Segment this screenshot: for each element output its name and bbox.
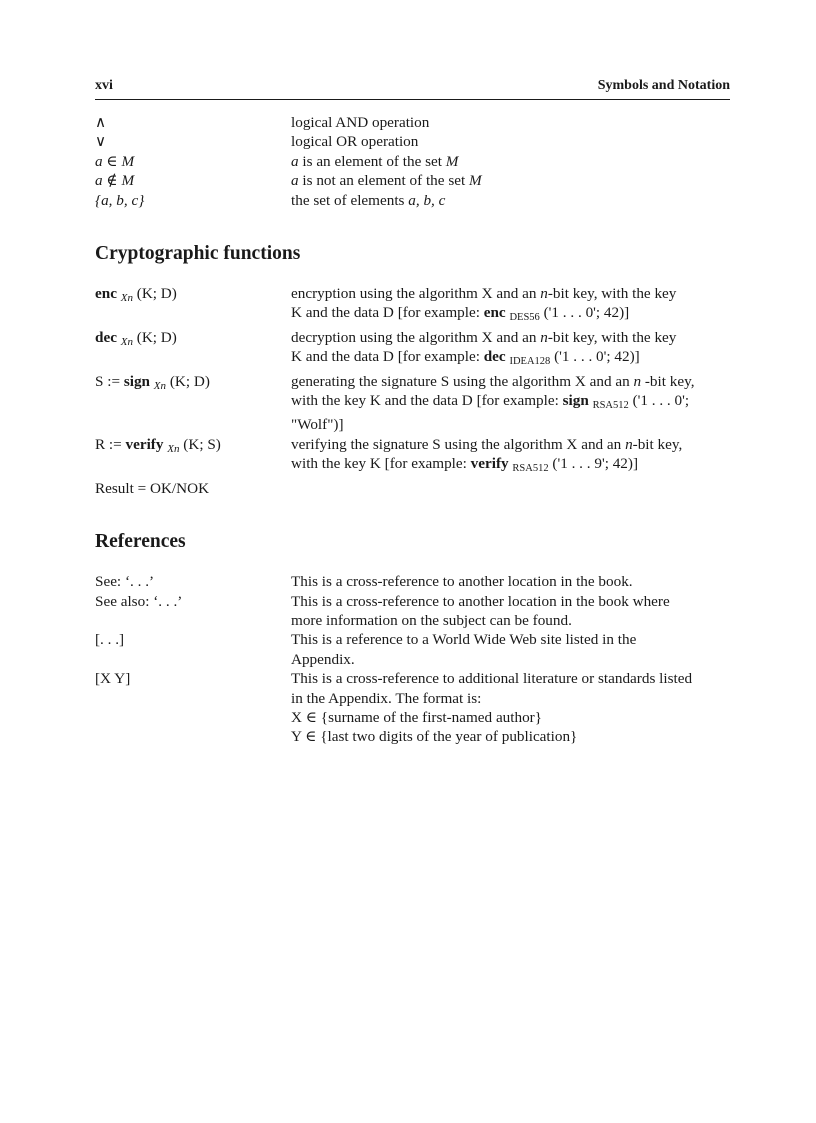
- reference-term: See also: ‘. . .’: [95, 592, 183, 610]
- symbol-row: [95, 152, 730, 171]
- symbol-term: a ∈ M: [95, 152, 135, 170]
- crypto-row-result: [95, 479, 730, 498]
- page: [95, 78, 730, 747]
- references-section: [95, 530, 730, 747]
- crypto-row-sign: [95, 372, 730, 435]
- crypto-heading: Cryptographic functions: [95, 243, 301, 265]
- reference-desc: This is a cross-reference to additional literature or standards listed in the Appendix. The format is: X ∈ {surname of the first-named author} Y ∈ {last two digits of the year of publication}: [291, 670, 693, 746]
- symbol-desc: a is an element of the set M: [291, 152, 459, 170]
- reference-row: [95, 592, 730, 631]
- symbol-row: [95, 191, 730, 210]
- crypto-section: [95, 242, 730, 498]
- reference-term: [. . .]: [95, 631, 125, 649]
- crypto-row-enc: [95, 284, 730, 328]
- symbol-term: {a, b, c}: [95, 191, 145, 209]
- symbol-desc: logical OR operation: [291, 133, 419, 151]
- crypto-desc: decryption using the algorithm X and an n-bit key, with the key K and the data D [for example: dec $_{IDEA128}$ ('1 . . . 0'; 42)]: [291, 328, 677, 368]
- reference-desc: This is a cross-reference to another location in the book where more information on the subject can be found.: [291, 592, 670, 629]
- symbol-desc: logical AND operation: [291, 114, 430, 131]
- crypto-desc: encryption using the algorithm X and an n-bit key, with the key K and the data D [for example: enc $_{DES56}$ ('1 . . . 0'; 42)]: [291, 285, 677, 324]
- references-heading: References: [95, 531, 186, 553]
- running-header: [95, 78, 730, 100]
- symbol-list: [95, 113, 730, 210]
- running-title: Symbols and Notation: [597, 78, 730, 93]
- crypto-term: Result = OK/NOK: [95, 479, 210, 497]
- crypto-term: enc Xn (K; D): [95, 285, 177, 305]
- reference-row: [95, 630, 730, 669]
- symbol-row: [95, 132, 730, 151]
- crypto-row-verify: [95, 435, 730, 479]
- reference-desc: This is a cross-reference to another location in the book.: [291, 573, 633, 591]
- symbol-row: [95, 113, 730, 132]
- crypto-term: S := sign Xn (K; D): [95, 372, 210, 392]
- symbol-desc: the set of elements a, b, c: [291, 191, 446, 209]
- symbol-term: ∧: [95, 114, 107, 131]
- symbol-desc: a is not an element of the set M: [291, 172, 482, 190]
- reference-desc: This is a reference to a World Wide Web site listed in the Appendix.: [291, 631, 637, 668]
- reference-row: [95, 669, 730, 747]
- reference-term: See: ‘. . .’: [95, 573, 155, 591]
- symbol-term: ∨: [95, 133, 107, 151]
- crypto-desc: generating the signature S using the algorithm X and an n -bit key, with the key K and the data D [for example: sign $_{RSA512}$ ('1 . . . 0'; "Wolf")]: [291, 372, 695, 434]
- symbol-row: [95, 171, 730, 190]
- crypto-row-dec: [95, 328, 730, 372]
- crypto-desc: verifying the signature S using the algorithm X and an n-bit key, with the key K [for example: verify $_{RSA512}$ ('1 . . . 9'; 42)]: [291, 435, 683, 475]
- reference-row: [95, 572, 730, 591]
- page-number: xvi: [95, 78, 113, 93]
- crypto-term: dec Xn (K; D): [95, 328, 177, 348]
- crypto-term: R := verify Xn (K; S): [95, 435, 221, 455]
- reference-term: [X Y]: [95, 670, 131, 688]
- symbol-term: a ∉ M: [95, 172, 135, 190]
